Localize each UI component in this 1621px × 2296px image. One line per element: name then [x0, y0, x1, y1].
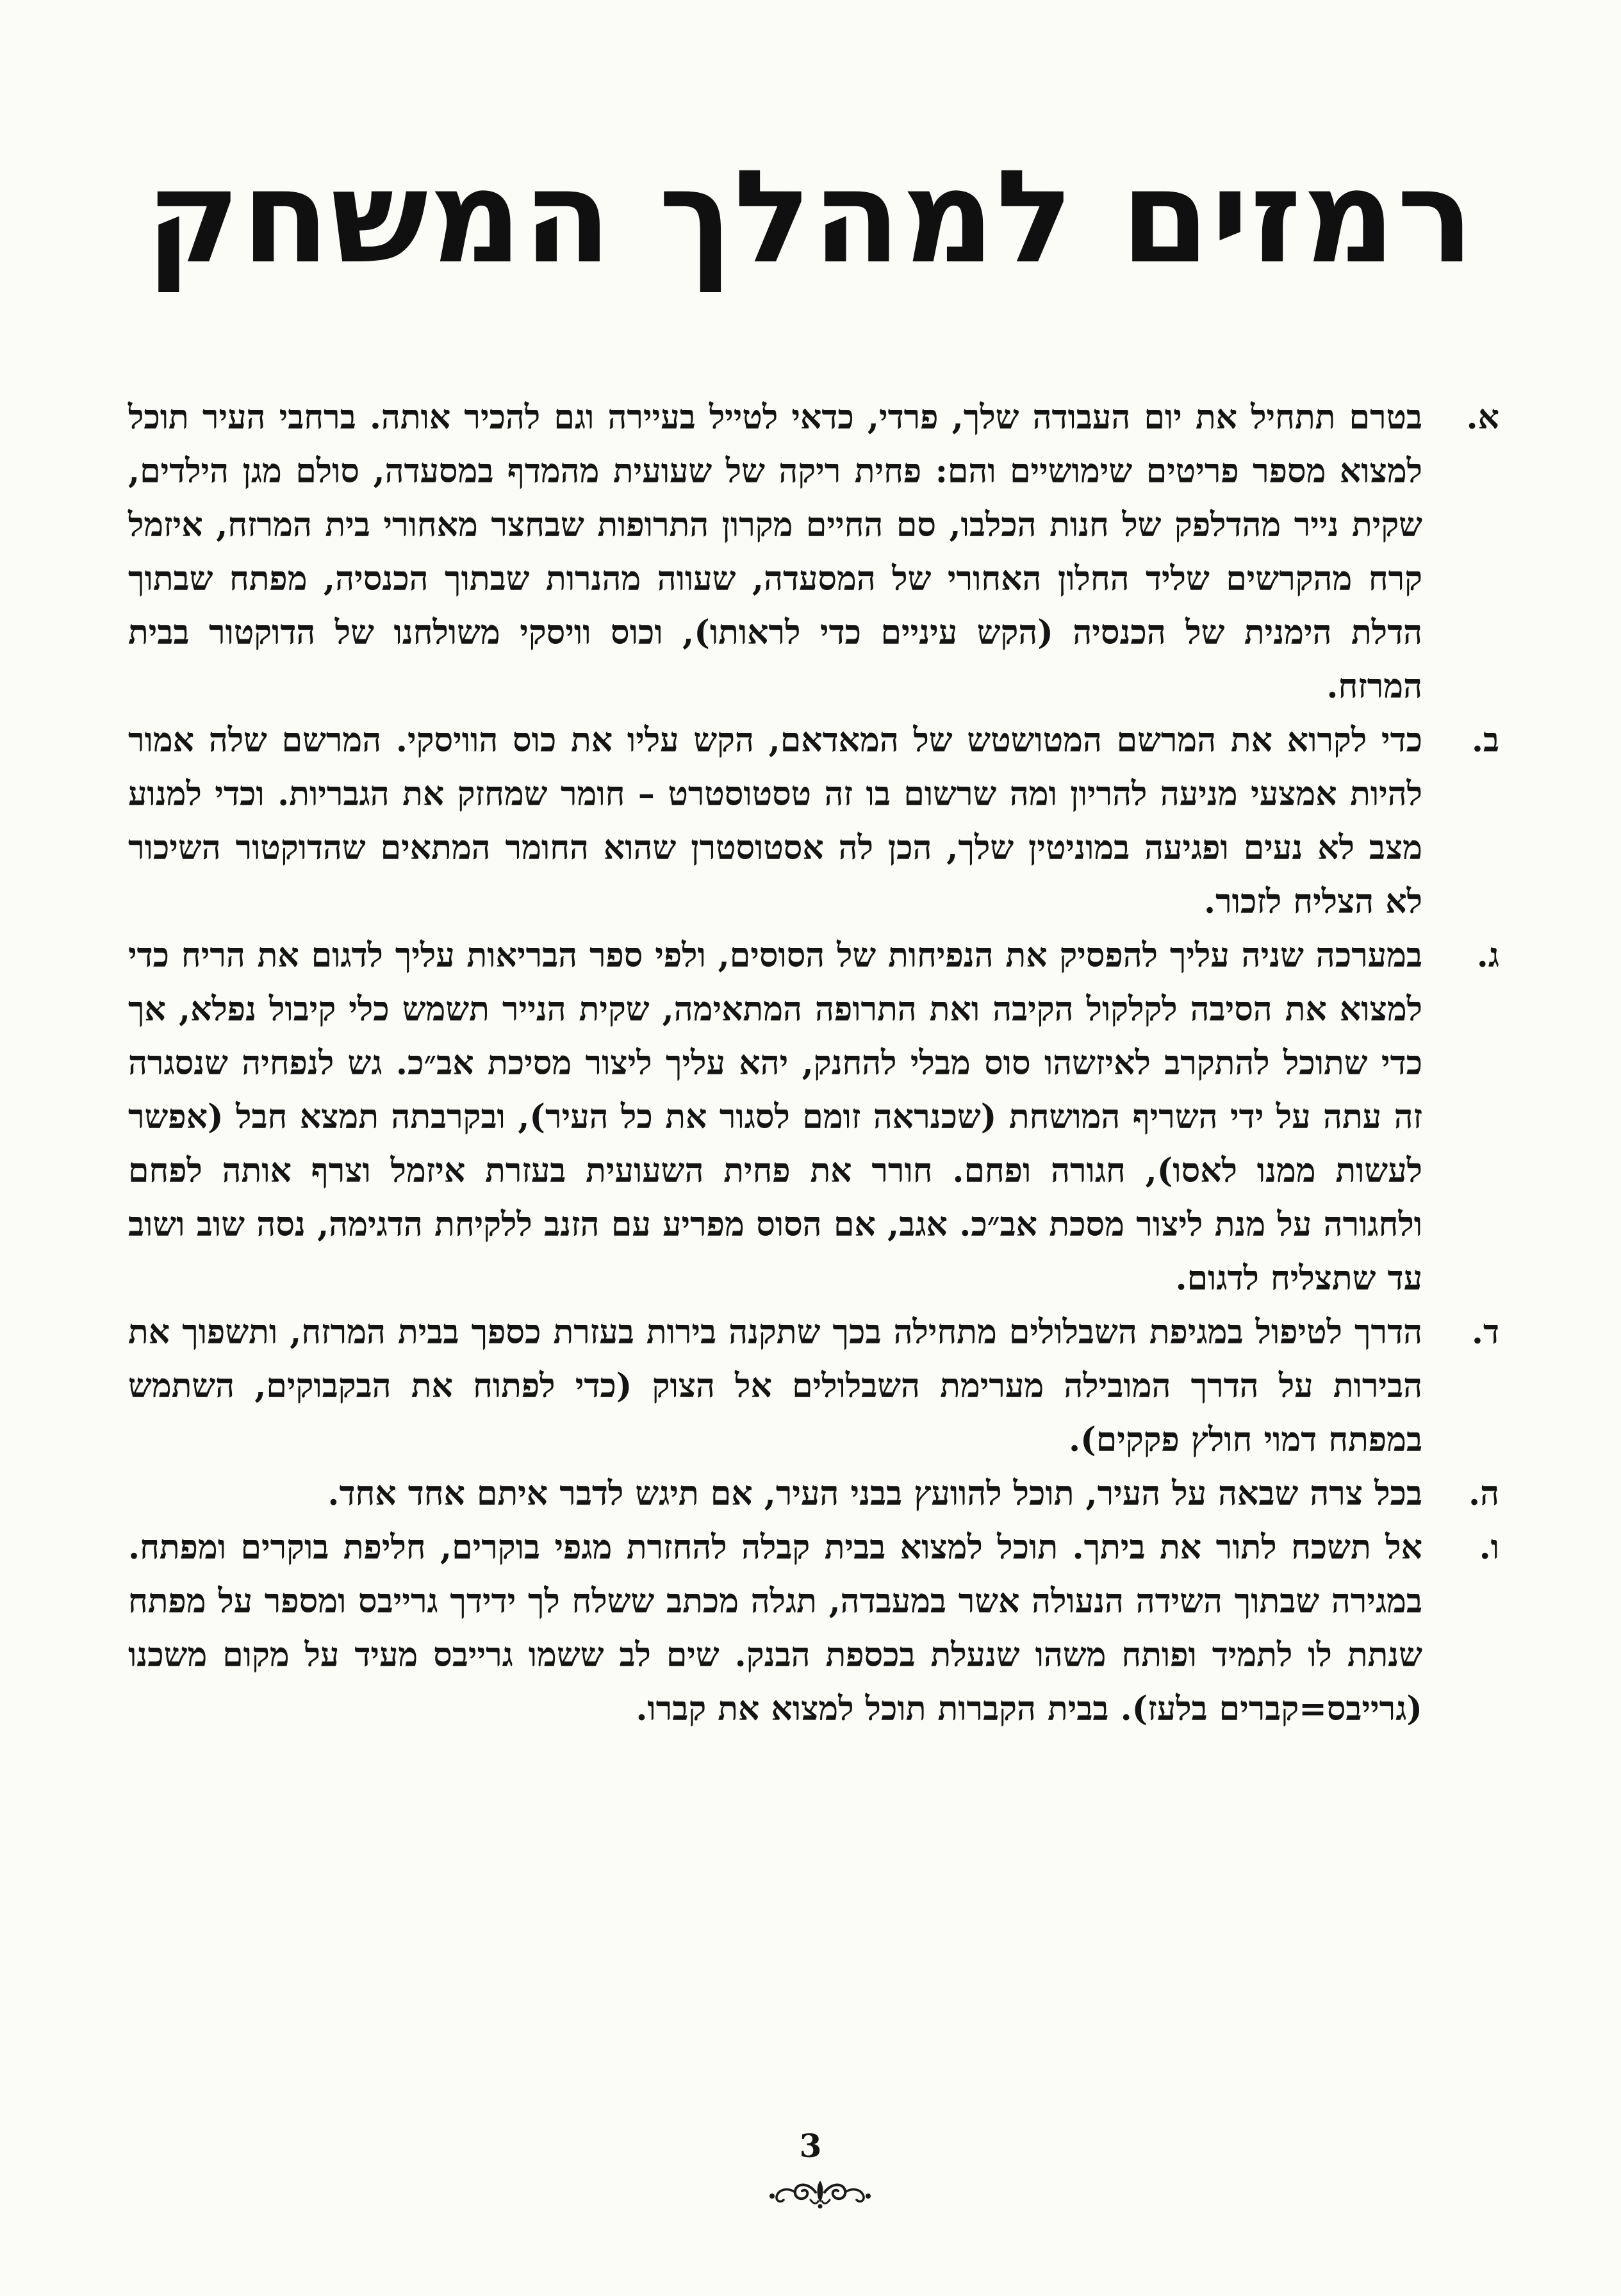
hint-text: בטרם תתחיל את יום העבודה שלך, פרדי, כדאי לטייל בעיירה וגם להכיר אותה. ברחבי העיר תוכל למצוא מספר פריטים שימושיים והם: פחית ריקה של שעועית מהמדף במסעדה, סולם מגן הילדים, שקית נייר מהדלפק של חנות הכלבו, סם החיים מקרון התרופות שבחצר מאחורי בית המרזח, איזמל קרח מהקרשים שליד החלון האחורי של המסעדה, שעווה מהנרות שבתוך הכנסיה, מפתח שבתוך הדלת הימנית של הכנסיה (הקש עיניים כדי לראותו), וכוס וויסקי משולחנו של הדוקטור בבית המרזח.	[128, 398, 1423, 706]
hint-item-dalet	[128, 1306, 1499, 1467]
hint-letter: ה.	[1468, 1474, 1499, 1513]
hint-text: כדי לקרוא את המרשם המטושטש של המאדאם, הקש עליו את כוס הוויסקי. המרשם שלה אמור להיות אמצעי מניעה להריון ומה שרשום בו זה טסטוסטרט – חומר שמחזק את הגבריות. וכדי למנוע מצב לא נעים ופגיעה במוניטין שלך, הכן לה אסטוסטרן שהוא החומר המתאים שהדוקטור השיכור לא הצליח לזכור.	[128, 721, 1422, 921]
hint-text: בכל צרה שבאה על העיר, תוכל להוועץ בבני העיר, אם תיגש לדבר איתם אחד אחד.	[327, 1474, 1422, 1513]
hint-letter: ג.	[1476, 936, 1499, 975]
hint-letter: ו.	[1479, 1528, 1499, 1567]
hint-item-he	[128, 1467, 1499, 1521]
hint-text: אל תשכח לתור את ביתך. תוכל למצוא בבית קבלה להחזרת מגפי בוקרים, חליפת בוקרים ומפתח. במגירה שבתוך השידה הנעולה אשר במעבדה, תגלה מכתב ששלח לך ידידך גרייבס ומספר על מפתח שנתת לו לתמיד ופותח משהו שנעלת בכספת הבנק. שים לב ששמו גרייבס מעיד על מקום משכנו (גרייבס=קברים בלעז). בבית הקברות תוכל למצוא את קברו.	[128, 1528, 1422, 1728]
hints-list	[128, 391, 1499, 1736]
hint-item-vav	[128, 1521, 1499, 1736]
hint-item-gimel	[128, 929, 1499, 1306]
hint-text: במערכה שניה עליך להפסיק את הנפיחות של הסוסים, ולפי ספר הבריאות עליך לדגום את הריח כדי למצוא את הסיבה לקלקול הקיבה ואת התרופה המתאימה, שקית הנייר תשמש כלי קיבול נפלא, אך כדי שתוכל להתקרב לאיזשהו סוס מבלי להחנק, יהא עליך ליצור מסיכת אב״כ. גש לנפחיה שנסגרה זה עתה על ידי השריף המושחת (שכנראה זומם לסגור את כל העיר), ובקרבתה תמצא חבל (אפשר לעשות ממנו לאסו), חגורה ופחם. חורר את פחית השעועית בעזרת איזמל וצרף אותה לפחם ולחגורה על מנת ליצור מסכת אב״כ. אגב, אם הסוס מפריע עם הזנב ללקיחת הדגימה, נסה שוב ושוב עד שתצליח לדגום.	[128, 936, 1422, 1298]
hint-text: הדרך לטיפול במגיפת השבלולים מתחילה בכך שתקנה בירות בעזרת כספך בבית המרזח, ותשפוך את הבירות על הדרך המובילה מערימת השבלולים אל הצוק (כדי לפתוח את הבקבוקים, השתמש במפתח דמוי חולץ פקקים).	[128, 1313, 1422, 1459]
hint-letter: א.	[1466, 398, 1499, 437]
page-title: רמזים למהלך המשחק	[145, 143, 1476, 292]
flourish-ornament-icon	[766, 2173, 875, 2211]
hint-item-bet	[128, 714, 1499, 929]
hint-item-alef	[128, 391, 1499, 714]
hint-letter: ב.	[1471, 721, 1499, 760]
page-number: 3	[799, 2127, 822, 2165]
hint-letter: ד.	[1471, 1313, 1499, 1352]
